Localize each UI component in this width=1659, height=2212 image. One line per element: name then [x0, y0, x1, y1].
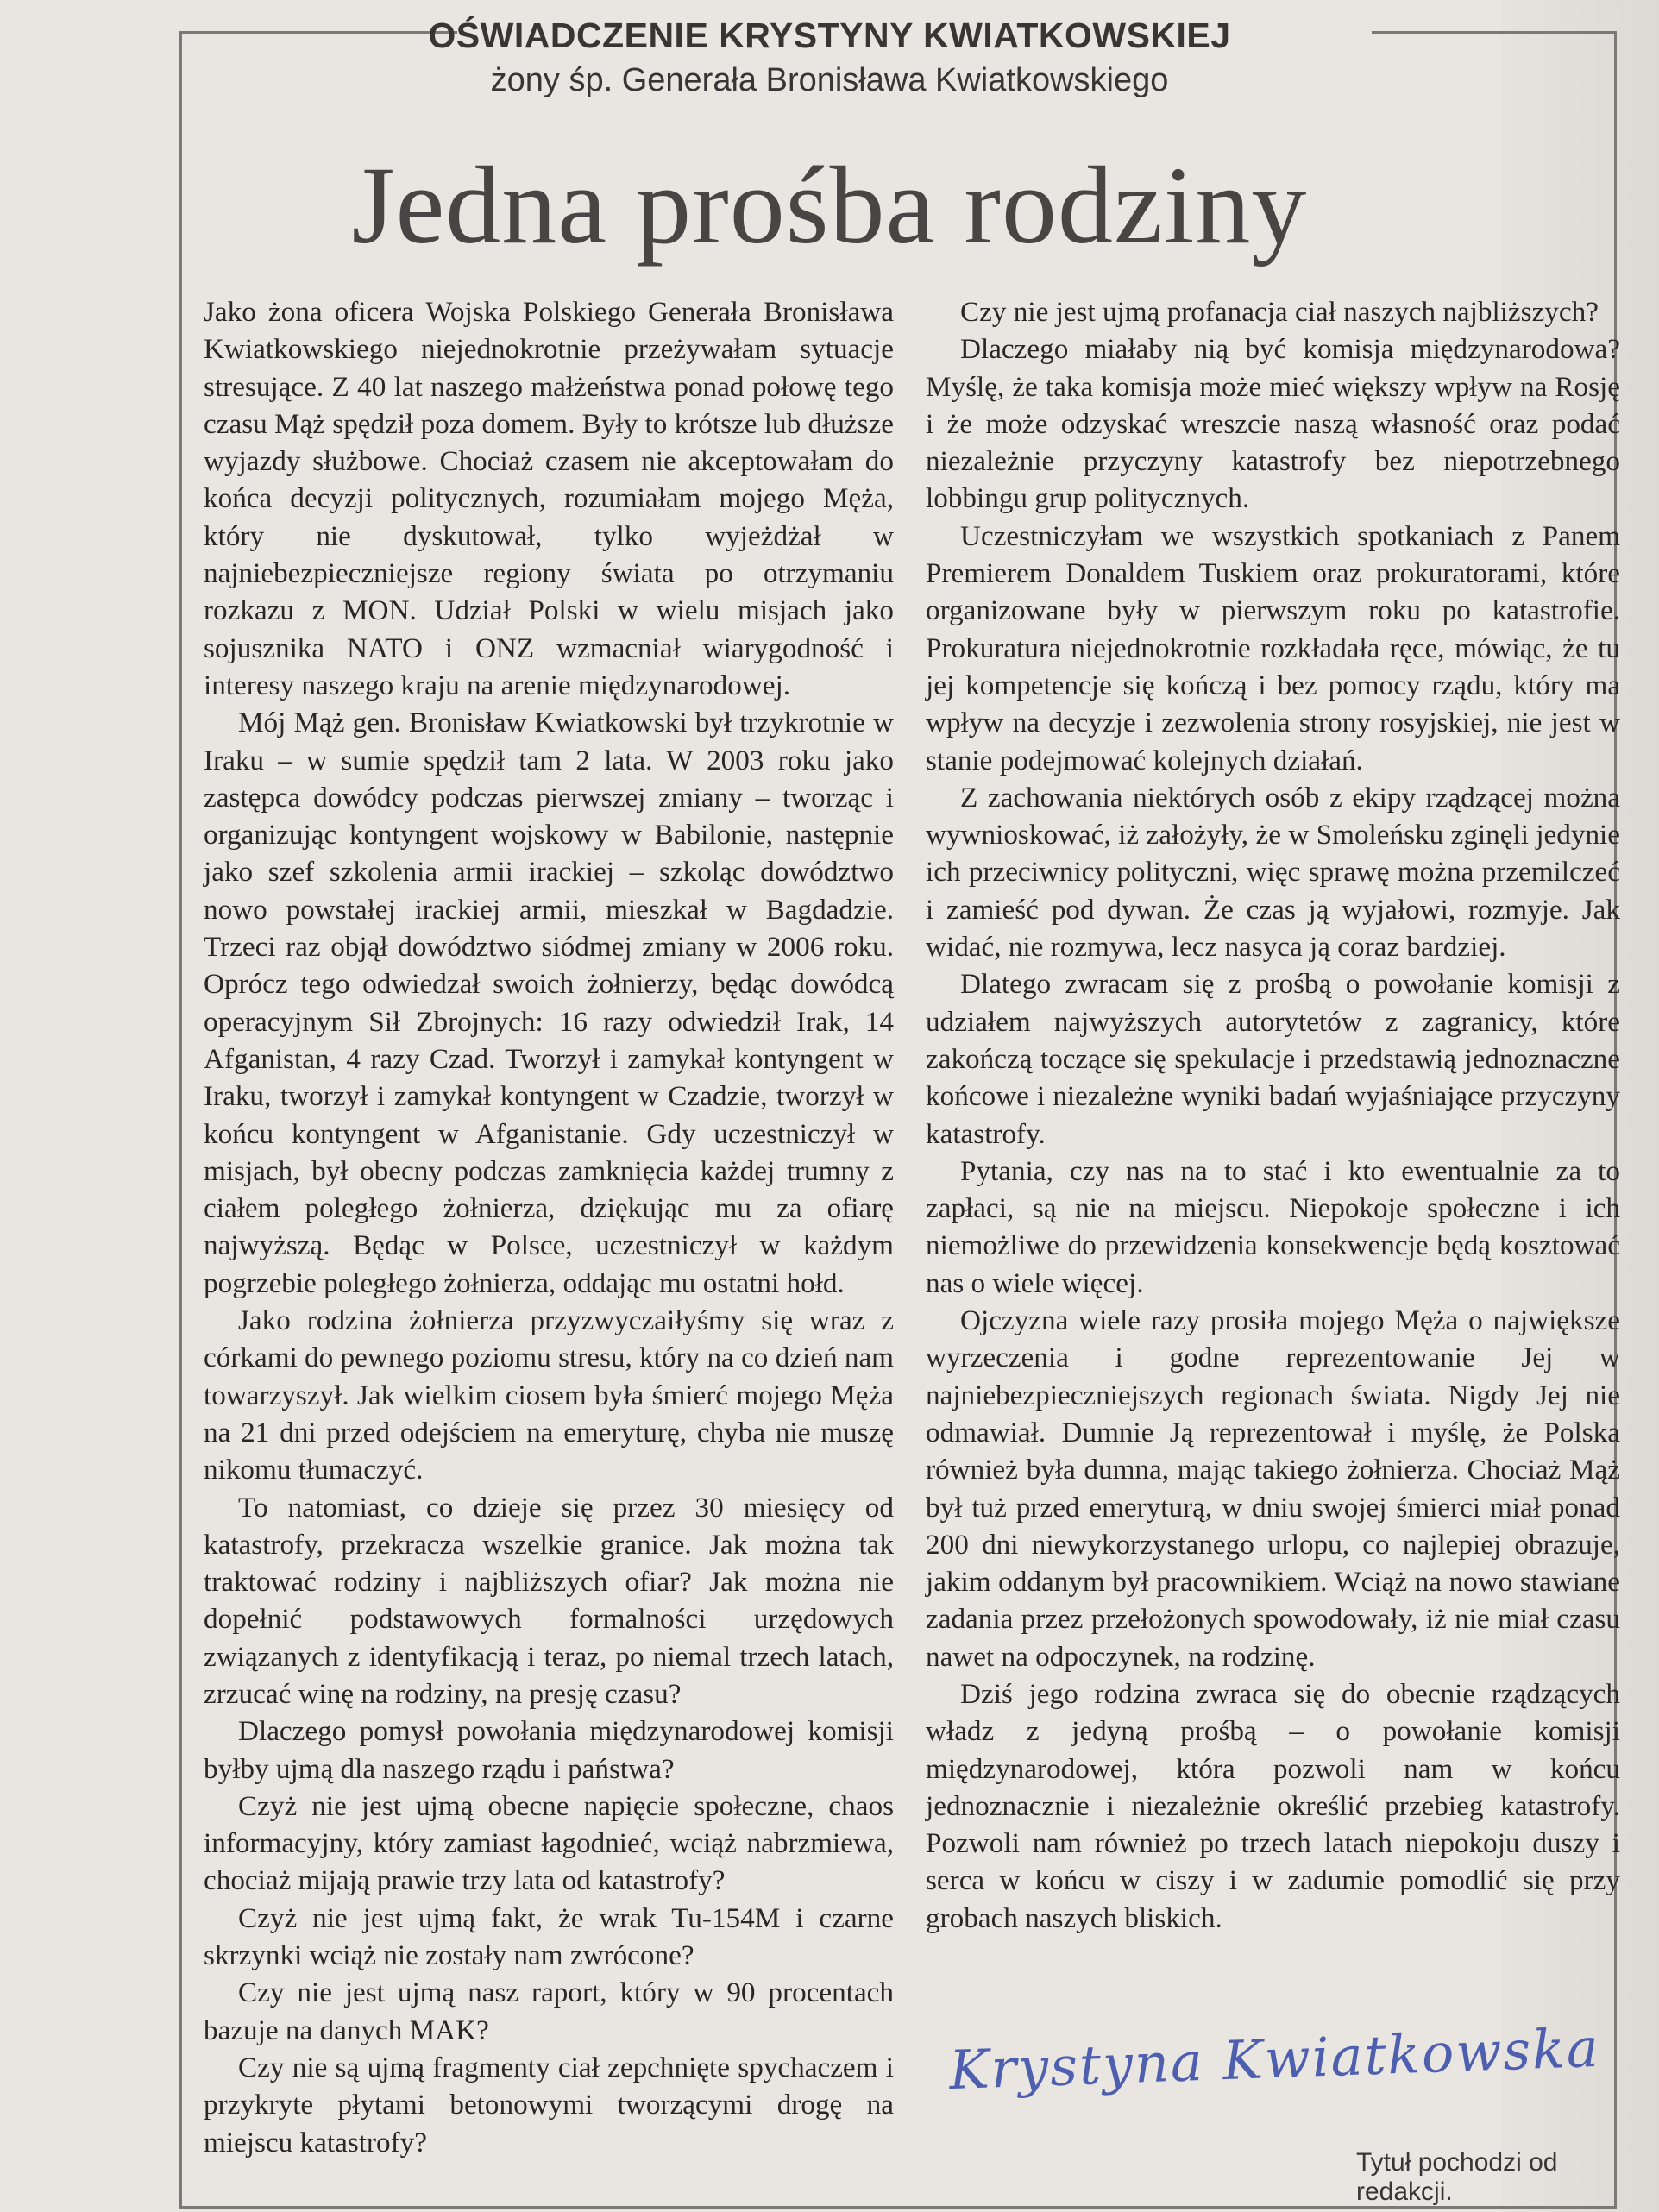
paragraph: Dlaczego miałaby nią być komisja międzynarodowa? Myślę, że taka komisja może mieć większy wpływ na Rosję i że może odzyskać wreszcie naszą własność oraz podać niezależnie przyczyny katastrofy bez niepotrzebnego lobbingu grup politycznych.: [926, 333, 1620, 515]
paragraph: Czyż nie jest ujmą fakt, że wrak Tu-154M i czarne skrzynki wciąż nie zostały nam zwrócone?: [204, 1901, 894, 1972]
paragraph: Ojczyzna wiele razy prosiła mojego Męża o największe wyrzeczenia i godne reprezentowanie Jej w najniebezpieczniejszych regionach świata. Nigdy Jej nie odmawiał. Dumnie Ją reprezentował i myślę, że Polska również była dumna, mając takiego żołnierza. Chociaż Mąż był tuż przed emeryturą, w dniu swojej śmierci miał ponad 200 dni niewykorzystanego urlopu, co najlepiej obrazuje, jakim oddanym był pracownikiem. Wciąż na nowo stawiane zadania przez przełożonych spowodowały, iż nie miał czasu nawet na odpoczynek, na rodzinę.: [926, 1304, 1620, 1673]
paragraph: Jako rodzina żołnierza przyzwyczaiłyśmy się wraz z córkami do pewnego poziomu stresu, który na co dzień nam towarzyszył. Jak wielkim ciosem była śmierć mojego Męża na 21 dni przed odejściem na emeryturę, chyba nie muszę nikomu tłumaczyć.: [204, 1304, 894, 1486]
paragraph: Jako żona oficera Wojska Polskiego Generała Bronisława Kwiatkowskiego niejednokrotnie przeżywałam sytuacje stresujące. Z 40 lat naszego małżeństwa ponad połowę tego czasu Mąż spędził poza domem. Były to krótsze lub dłuższe wyjazdy służbowe. Chociaż czasem nie akceptowałam do końca decyzji politycznych, rozumiałam mojego Męża, który nie dyskutował, tylko wyjeżdżał w najniebezpieczniejsze regiony świata po otrzymaniu rozkazu z MON. Udział Polski w wielu misjach jako sojusznika NATO i ONZ wzmacniał wiarygodność i interesy naszego kraju na arenie międzynarodowej.: [204, 296, 894, 701]
paragraph: To natomiast, co dzieje się przez 30 miesięcy od katastrofy, przekracza wszelkie granice. Jak można tak traktować rodziny i najbliższych ofiar? Jak można nie dopełnić podstawowych formalności urzędowych związanych z identyfikacją i teraz, po niemal trzech latach, zrzucać winę na rodziny, na presję czasu?: [204, 1491, 894, 1710]
paragraph: Dlatego zwracam się z prośbą o powołanie komisji z udziałem najwyższych autorytetów z zagranicy, które zakończą toczące się spekulacje i przedstawią jednoznaczne końcowe i niezależne wyniki badań wyjaśniające przyczyny katastrofy.: [926, 968, 1620, 1150]
paragraph: Czy nie jest ujmą profanacja ciał naszych najbliższych?: [960, 296, 1599, 328]
paragraph: Z zachowania niektórych osób z ekipy rządzącej można wywnioskować, iż założyły, że w Smoleńsku zginęli jedynie ich przeciwnicy polityczni, więc sprawę można przemilczeć i zamieść pod dywan. Że czas ją wyjałowi, rozmyje. Jak widać, nie rozmywa, lecz nasyca ją coraz bardziej.: [926, 781, 1620, 964]
left-column: [204, 293, 894, 2161]
article-subkicker: żony śp. Generała Bronisława Kwiatkowskiego: [490, 62, 1169, 98]
paragraph: Mój Mąż gen. Bronisław Kwiatkowski był trzykrotnie w Iraku – w sumie spędził tam 2 lata. W 2003 roku jako zastępca dowódcy podczas pierwszej zmiany – tworząc i organizując kontyngent wojskowy w Babilonie, następnie jako szef szkolenia armii irackiej – szkoląc dowództwo nowo powstałej irackiej armii, mieszkał w Bagdadzie. Trzeci raz objął dowództwo siódmej zmiany w 2006 roku. Oprócz tego odwiedzał swoich żołnierzy, będąc dowódcą operacyjnym Sił Zbrojnych: 16 razy odwiedził Irak, 14 Afganistan, 4 razy Czad. Tworzył i zamykał kontyngent w Iraku, tworzył i zamykał kontyngent w Czadzie, tworzył w końcu kontyngent w Afganistanie. Gdy uczestniczył w misjach, był obecny podczas zamknięcia każdej trumny z ciałem poległego żołnierza, dziękując mu za ofiarę najwyższą. Będąc w Polsce, uczestniczył w każdym pogrzebie poległego żołnierza, oddając mu ostatni hołd.: [204, 707, 894, 1299]
editorial-credit: Tytuł pochodzi od redakcji.: [1356, 2148, 1558, 2206]
paragraph: Czyż nie jest ujmą obecne napięcie społeczne, chaos informacyjny, który zamiast łagodnieć, wciąż nabrzmiewa, chociaż mijają prawie trzy lata od katastrofy?: [204, 1789, 894, 1897]
handwritten-signature: Krystyna Kwiatkowska: [947, 2015, 1601, 2102]
article-headline: Jedna prośba rodziny: [351, 144, 1308, 267]
paragraph: Pytania, czy nas na to stać i kto ewentualnie za to zapłaci, są nie na miejscu. Niepokoje społeczne i ich niemożliwe do przewidzenia konsekwencje będą kosztować nas o wiele więcej.: [926, 1154, 1620, 1299]
right-column: [926, 293, 1620, 1937]
paragraph: Czy nie są ujmą fragmenty ciał zepchnięte spychaczem i przykryte płytami betonowymi tworzącymi drogę na miejscu katastrofy?: [204, 2051, 894, 2159]
article-kicker: OŚWIADCZENIE KRYSTYNY KWIATKOWSKIEJ: [428, 16, 1231, 55]
paragraph: Uczestniczyłam we wszystkich spotkaniach z Panem Premierem Donaldem Tuskiem oraz prokuratorami, które organizowane były w pierwszym roku po katastrofie. Prokuratura niejednokrotnie rozkładała ręce, mówiąc, że tu jej kompetencje się kończą i bez pomocy rządu, który ma wpływ na decyzje i zezwolenia strony rosyjskiej, nie jest w stanie podejmować kolejnych działań.: [926, 519, 1620, 776]
paragraph: Dlaczego pomysł powołania międzynarodowej komisji byłby ujmą dla naszego rządu i państwa?: [204, 1715, 894, 1785]
paragraph: Dziś jego rodzina zwraca się do obecnie rządzących władz z jedyną prośbą – o powołanie komisji międzynarodowej, która pozwoli nam w końcu jednoznacznie i niezależnie określić przebieg katastrofy. Pozwoli nam również po trzech latach niepokoju duszy i serca w końcu w ciszy i w zadumie pomodlić się przy grobach naszych bliskich.: [926, 1677, 1620, 1934]
paragraph: Czy nie jest ujmą nasz raport, który w 90 procentach bazuje na danych MAK?: [204, 1976, 894, 2046]
